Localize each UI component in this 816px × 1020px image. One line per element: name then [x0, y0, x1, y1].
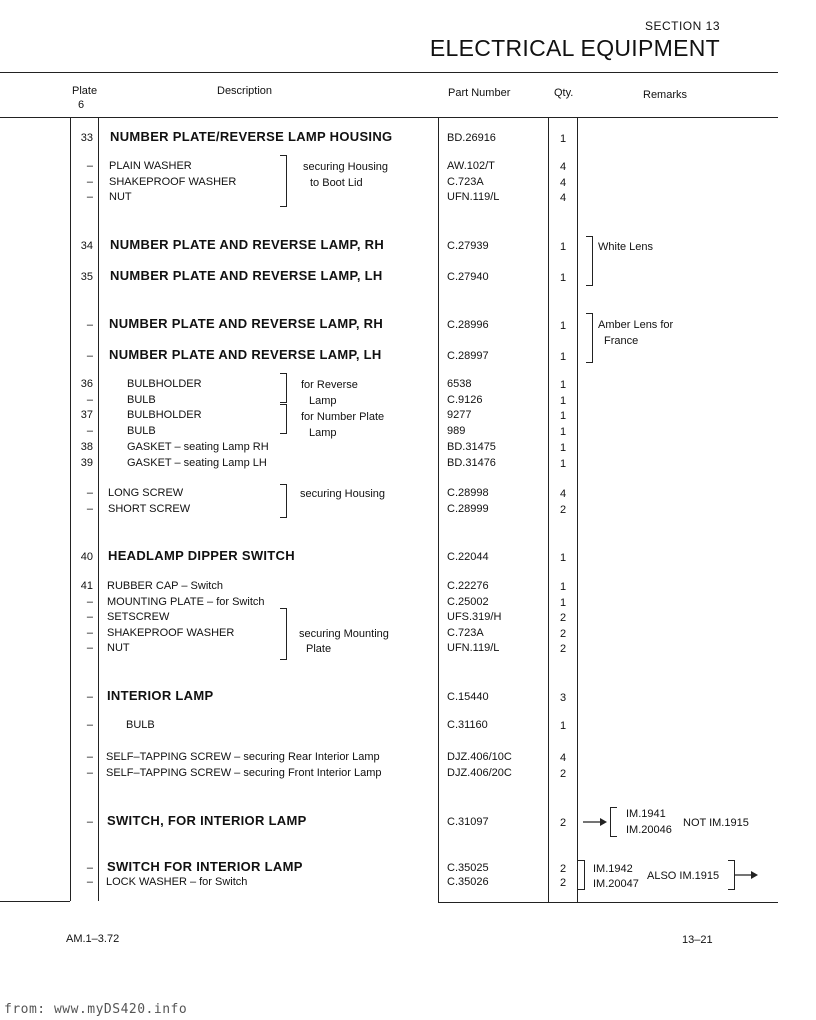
row-description: NUMBER PLATE/REVERSE LAMP HOUSING — [110, 129, 393, 144]
col-header-plate-no: 6 — [78, 99, 85, 111]
row-qty: 1 — [559, 133, 567, 145]
note-number-plate-2: Lamp — [309, 427, 337, 439]
row-description: GASKET – seating Lamp RH — [127, 441, 269, 453]
bracket-mounting — [280, 608, 287, 660]
row-part-number: C.31097 — [447, 816, 489, 828]
row-description: SWITCH FOR INTERIOR LAMP — [107, 859, 303, 874]
arrow-right-icon — [734, 868, 758, 882]
row-part-number: UFN.119/L — [447, 642, 500, 654]
row-qty: 4 — [559, 177, 567, 189]
row-part-number: 989 — [447, 425, 466, 437]
row-qty: 1 — [559, 720, 567, 732]
row-part-number: C.28996 — [447, 319, 489, 331]
row-description: GASKET – seating Lamp LH — [127, 457, 267, 469]
row-qty: 1 — [559, 410, 567, 422]
row-plate-ref: – — [86, 719, 93, 731]
row-part-number: C.22276 — [447, 580, 489, 592]
row-description: MOUNTING PLATE – for Switch — [107, 596, 265, 608]
row-description: LONG SCREW — [108, 487, 184, 499]
col-divider-qty — [577, 118, 578, 902]
row-plate-ref: 40 — [80, 551, 93, 563]
row-description: BULBHOLDER — [127, 409, 202, 421]
row-qty: 2 — [559, 817, 567, 829]
note-mounting-2: Plate — [306, 643, 332, 655]
row-plate-ref: – — [86, 876, 93, 888]
note-reverse-1: for Reverse — [301, 379, 358, 391]
row-description: INTERIOR LAMP — [107, 688, 214, 703]
row-plate-ref: – — [86, 751, 93, 763]
row-qty: 1 — [559, 581, 567, 593]
row-description: RUBBER CAP – Switch — [107, 580, 223, 592]
row-part-number: C.28999 — [447, 503, 489, 515]
row-qty: 4 — [559, 192, 567, 204]
row-qty: 1 — [559, 458, 567, 470]
row-plate-ref: 41 — [80, 580, 93, 592]
row-description: NUT — [107, 642, 130, 654]
row-qty: 1 — [559, 597, 567, 609]
bottom-rule-main — [438, 902, 778, 903]
row-plate-ref: 36 — [80, 378, 93, 390]
row-description: NUMBER PLATE AND REVERSE LAMP, RH — [109, 316, 384, 331]
row-part-number: UFS.319/H — [447, 611, 502, 623]
row-plate-ref: – — [86, 642, 93, 654]
row-plate-ref: – — [86, 816, 93, 828]
row-part-number: C.35026 — [447, 876, 489, 888]
row-qty: 1 — [559, 351, 567, 363]
row-part-number: AW.102/T — [447, 160, 495, 172]
note-housing-2: to Boot Lid — [310, 177, 363, 189]
row-qty: 2 — [559, 863, 567, 875]
row-plate-ref: – — [86, 191, 93, 203]
remark-im1942: IM.1942 — [593, 863, 633, 875]
row-qty: 1 — [559, 552, 567, 564]
top-rule — [0, 72, 778, 73]
row-part-number: C.9126 — [447, 394, 483, 406]
bracket-housing — [280, 155, 287, 207]
row-part-number: C.28998 — [447, 487, 489, 499]
footer-page-number: 13–21 — [682, 934, 713, 946]
row-plate-ref: – — [86, 596, 93, 608]
remark-also-1915: ALSO IM.1915 — [647, 870, 720, 882]
row-description: BULB — [126, 719, 155, 731]
row-part-number: DJZ.406/20C — [447, 767, 512, 779]
row-description: NUMBER PLATE AND REVERSE LAMP, LH — [110, 268, 383, 283]
note-number-plate-1: for Number Plate — [301, 411, 385, 423]
row-description: SWITCH, FOR INTERIOR LAMP — [107, 813, 307, 828]
row-part-number: C.27940 — [447, 271, 489, 283]
header-rule — [0, 117, 778, 118]
row-plate-ref: 33 — [80, 132, 93, 144]
remark-amber-lens-2: France — [604, 335, 639, 347]
row-description: NUT — [109, 191, 132, 203]
row-qty: 1 — [559, 379, 567, 391]
col-header-description: Description — [217, 85, 273, 97]
row-part-number: DJZ.406/10C — [447, 751, 512, 763]
row-part-number: C.723A — [447, 627, 484, 639]
row-part-number: C.15440 — [447, 691, 489, 703]
row-plate-ref: – — [86, 611, 93, 623]
bracket-white-lens — [586, 236, 593, 286]
row-qty: 2 — [559, 628, 567, 640]
bracket-screws — [280, 484, 287, 518]
row-description: SHORT SCREW — [108, 503, 191, 515]
row-qty: 2 — [559, 612, 567, 624]
bottom-rule — [0, 901, 70, 902]
remark-white-lens: White Lens — [598, 241, 654, 253]
bracket-amber-lens — [586, 313, 593, 363]
remark-im20046: IM.20046 — [626, 824, 672, 836]
row-part-number: C.28997 — [447, 350, 489, 362]
row-qty: 2 — [559, 643, 567, 655]
note-reverse-2: Lamp — [309, 395, 337, 407]
row-description: SHAKEPROOF WASHER — [109, 176, 237, 188]
bracket-number-plate — [280, 404, 287, 434]
row-qty: 1 — [559, 395, 567, 407]
row-plate-ref: – — [86, 394, 93, 406]
row-qty: 1 — [559, 320, 567, 332]
col-divider-plate — [98, 118, 99, 901]
row-description: PLAIN WASHER — [109, 160, 192, 172]
row-part-number: C.22044 — [447, 551, 489, 563]
row-plate-ref: – — [86, 425, 93, 437]
col-divider-part — [548, 118, 549, 902]
row-part-number: BD.26916 — [447, 132, 496, 144]
row-plate-ref: – — [86, 319, 93, 331]
bracket-reverse — [280, 373, 287, 403]
row-plate-ref: – — [86, 767, 93, 779]
row-part-number: BD.31475 — [447, 441, 496, 453]
row-plate-ref: 38 — [80, 441, 93, 453]
col-header-qty: Qty. — [554, 87, 574, 99]
remark-amber-lens-1: Amber Lens for — [598, 319, 674, 331]
row-qty: 1 — [559, 241, 567, 253]
row-description: BULB — [127, 425, 156, 437]
remark-im1941: IM.1941 — [626, 808, 666, 820]
row-description: BULBHOLDER — [127, 378, 202, 390]
row-qty: 1 — [559, 426, 567, 438]
row-part-number: UFN.119/L — [447, 191, 500, 203]
row-part-number: C.35025 — [447, 862, 489, 874]
row-description: LOCK WASHER – for Switch — [106, 876, 248, 888]
row-qty: 4 — [559, 488, 567, 500]
row-plate-ref: – — [86, 503, 93, 515]
row-description: BULB — [127, 394, 156, 406]
row-description: NUMBER PLATE AND REVERSE LAMP, LH — [109, 347, 382, 362]
row-plate-ref: – — [86, 487, 93, 499]
row-description: NUMBER PLATE AND REVERSE LAMP, RH — [110, 237, 385, 252]
page-title: ELECTRICAL EQUIPMENT — [429, 35, 720, 61]
row-plate-ref: 37 — [80, 409, 93, 421]
row-description: SETSCREW — [107, 611, 170, 623]
row-description: SELF–TAPPING SCREW – securing Rear Interior Lamp — [106, 751, 380, 763]
remark-not-1915: NOT IM.1915 — [683, 817, 749, 829]
footer-code: AM.1–3.72 — [66, 933, 120, 945]
row-part-number: C.27939 — [447, 240, 489, 252]
note-screws: securing Housing — [300, 488, 385, 500]
row-part-number: C.31160 — [447, 719, 488, 731]
row-part-number: BD.31476 — [447, 457, 496, 469]
row-plate-ref: – — [86, 160, 93, 172]
row-qty: 4 — [559, 161, 567, 173]
row-plate-ref: – — [86, 176, 93, 188]
row-plate-ref: – — [86, 691, 93, 703]
row-part-number: C.25002 — [447, 596, 489, 608]
col-header-remarks: Remarks — [643, 89, 688, 101]
row-qty: 2 — [559, 877, 567, 889]
watermark: from: www.myDS420.info — [4, 1002, 188, 1017]
row-description: SELF–TAPPING SCREW – securing Front Interior Lamp — [106, 767, 382, 779]
row-part-number: 6538 — [447, 378, 472, 390]
remark-im20047: IM.20047 — [593, 878, 639, 890]
row-description: HEADLAMP DIPPER SWITCH — [108, 548, 295, 563]
col-divider-desc — [438, 118, 439, 902]
bracket-also-1915-left — [578, 860, 585, 890]
row-qty: 3 — [559, 692, 567, 704]
arrow-right-icon — [583, 815, 607, 829]
row-description: SHAKEPROOF WASHER — [107, 627, 235, 639]
section-label: SECTION 13 — [644, 19, 720, 33]
row-plate-ref: 35 — [80, 271, 93, 283]
row-qty: 2 — [559, 504, 567, 516]
col-header-part-number: Part Number — [448, 87, 511, 99]
row-qty: 1 — [559, 272, 567, 284]
row-plate-ref: 34 — [80, 240, 93, 252]
note-housing-1: securing Housing — [303, 161, 388, 173]
row-part-number: C.723A — [447, 176, 484, 188]
row-plate-ref: 39 — [80, 457, 93, 469]
col-header-plate: Plate — [72, 85, 98, 97]
row-plate-ref: – — [86, 350, 93, 362]
row-plate-ref: – — [86, 862, 93, 874]
row-qty: 2 — [559, 768, 567, 780]
row-qty: 1 — [559, 442, 567, 454]
row-part-number: 9277 — [447, 409, 472, 421]
bracket-not-1915 — [610, 807, 617, 837]
row-qty: 4 — [559, 752, 567, 764]
row-plate-ref: – — [86, 627, 93, 639]
note-mounting-1: securing Mounting — [299, 628, 389, 640]
